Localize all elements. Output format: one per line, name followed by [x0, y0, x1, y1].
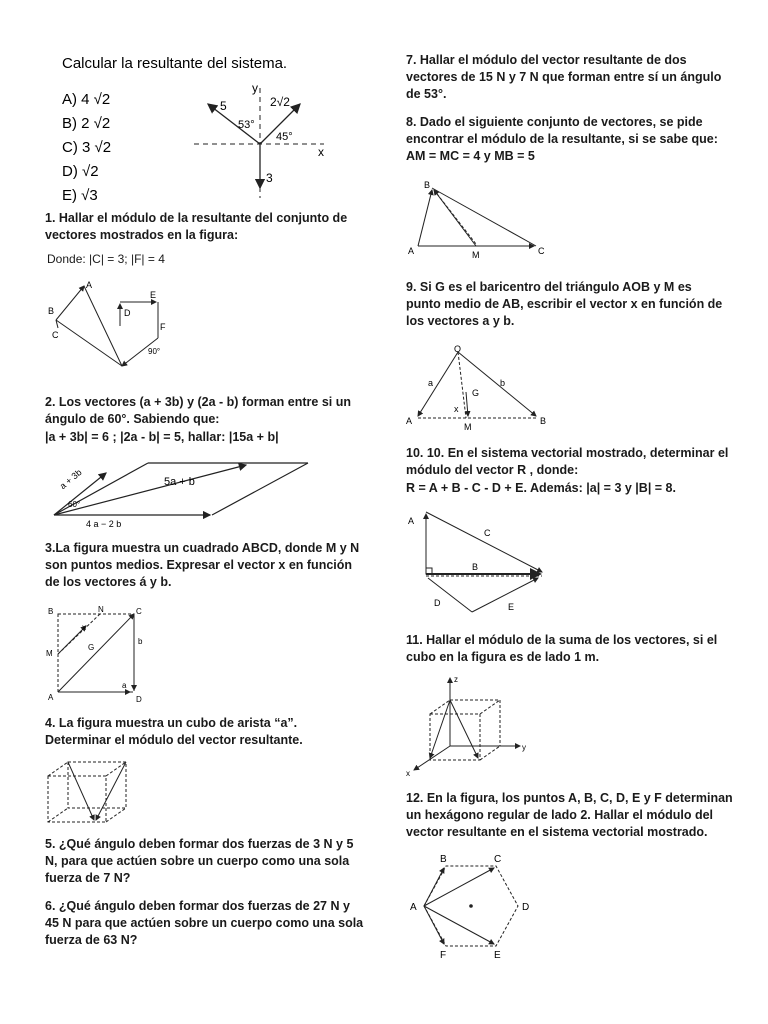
problem-9-figure	[404, 344, 554, 430]
problem-12-text: 12. En la figura, los puntos A, B, C, D, E y F determinan un hexágono regular de lado 2. Hallar el módulo del vector resultante en el sistema vectorial mostrado.	[406, 791, 733, 839]
p11-e3	[480, 746, 500, 760]
p1-seg2	[56, 320, 122, 366]
p3-label-d: D	[136, 695, 142, 704]
p9-label-a-pt: A	[406, 416, 413, 426]
label-2r2: 2√2	[270, 95, 290, 109]
p4-edge3	[48, 808, 68, 822]
problem-4-text: 4. La figura muestra un cubo de arista “a”. Determinar el módulo del vector resultante.	[45, 716, 303, 747]
problem-2-text2: |a + 3b| = 6 ; |2a - b| = 5, hallar: |15a + b|	[45, 430, 279, 444]
label-3: 3	[266, 171, 273, 185]
p1-label-b: B	[48, 306, 55, 316]
p10-label-a: A	[408, 516, 415, 526]
p3-label-b-pt: B	[48, 607, 54, 616]
angle-53: 53°	[238, 119, 255, 131]
p9-label-b: b	[500, 378, 506, 388]
problem-10-figure	[404, 506, 554, 618]
p11-x-axis	[414, 746, 450, 770]
p3-label-c: C	[136, 607, 142, 616]
problem-6-text: 6. ¿Qué ángulo deben formar dos fuerzas de 27 N y 45 N para que actúen sobre un cuerpo como una sola fuerza de 63 N?	[45, 899, 364, 947]
p3-label-b: b	[138, 637, 143, 646]
p4-edge4	[106, 808, 126, 822]
problem-1-text: 1. Hallar el módulo de la resultante del conjunto de vectores mostrados en la figura:	[45, 211, 348, 242]
problem-1-note: Donde: |C| = 3; |F| = 4	[47, 252, 165, 266]
p11-e2	[480, 700, 500, 714]
p8-bc	[432, 188, 536, 246]
problem-9-text: 9. Si G es el baricentro del triángulo AOB y M es punto medio de AB, escribir el vector x en función de los vectores a y b.	[406, 280, 723, 328]
problem-12-figure	[404, 850, 554, 962]
problem-10-text: 10. 10. En el sistema vectorial mostrado, determinar el módulo del vector R , donde:	[406, 446, 729, 477]
p8-label-b: B	[424, 180, 431, 190]
p10-label-b: B	[472, 562, 479, 572]
p1-seg	[84, 286, 122, 366]
p4-vec1	[68, 762, 94, 820]
p3-label-n: N	[98, 605, 104, 614]
problem-5-text: 5. ¿Qué ángulo deben formar dos fuerzas de 3 N y 5 N, para que actúen sobre un cuerpo como una sola fuerza de 7 N?	[45, 837, 354, 885]
p8-dash	[434, 190, 476, 244]
p8-label-a: A	[408, 246, 415, 256]
p9-label-g: G	[472, 388, 480, 398]
p12-label-e: E	[494, 950, 501, 961]
p2-diag	[54, 465, 246, 515]
p10-vec-c	[426, 512, 542, 572]
problem-7-text: 7. Hallar el módulo del vector resultante de dos vectores de 15 N y 7 N que forman entre sí un ángulo de 53°.	[406, 53, 722, 101]
top-problem-svg	[44, 48, 344, 208]
p4-edge2	[106, 762, 126, 776]
p3-label-a-pt: A	[48, 693, 54, 702]
p10-label-d: D	[434, 598, 441, 608]
problem-3-figure	[44, 604, 154, 704]
p10-label-c: C	[484, 528, 491, 538]
p12-label-a: A	[410, 902, 417, 913]
x-label: x	[318, 145, 324, 159]
top-problem-figure	[44, 48, 344, 208]
p11-vec1	[450, 700, 478, 758]
p9-vec-a	[418, 352, 458, 416]
p3-label-g: G	[88, 643, 95, 652]
p9-om	[458, 352, 466, 418]
problem-11-text: 11. Hallar el módulo de la suma de los vectores, si el cubo en la figura es de lado 1 m.	[406, 633, 718, 664]
option-e: E) √3	[62, 187, 98, 204]
p2-label-bottom: 4 a − 2 b	[86, 519, 122, 529]
p9-vec-x	[466, 392, 468, 416]
problem-3-text: 3.La figura muestra un cuadrado ABCD, donde M y N son puntos medios. Expresar el vector x en función de los vectores á y b.	[45, 541, 360, 589]
problem-8-text: 8. Dado el siguiente conjunto de vectores, se pide encontrar el módulo de la resultante, si se sabe que: AM = MC = 4 y MB = 5	[406, 115, 718, 163]
p9-label-m: M	[464, 422, 472, 430]
p3-label-x: x	[82, 623, 86, 632]
p1-label-c: C	[52, 330, 59, 340]
option-c: C) 3 √2	[62, 139, 112, 156]
p12-label-f: F	[440, 950, 447, 961]
p1-label-a: A	[86, 280, 93, 290]
p1-label-e: E	[150, 290, 157, 300]
problem-10-text2: R = A + B - C - D + E. Además: |a| = 3 y |B| = 8.	[406, 481, 676, 495]
p4-vec2	[96, 762, 126, 820]
p9-vec-b	[458, 352, 536, 416]
label-5: 5	[220, 99, 227, 113]
p11-e1	[430, 700, 450, 714]
p11-label-x: x	[406, 769, 410, 778]
p8-label-c: C	[538, 246, 545, 256]
p2-angle: 60°	[68, 500, 81, 509]
problem-2-figure	[44, 455, 314, 530]
p9-label-o: O	[454, 344, 462, 354]
problem-2-text: 2. Los vectores (a + 3b) y (2a - b) forman entre si un ángulo de 60°. Sabiendo que:	[45, 395, 351, 426]
p2-label-a3b: a + 3b	[57, 467, 84, 492]
p3-label-m: M	[46, 649, 53, 658]
p12-label-c: C	[494, 854, 502, 865]
p12-label-d: D	[522, 902, 530, 913]
problem-4-figure	[44, 758, 134, 828]
p2-label-five: 5a + b	[164, 476, 195, 488]
option-b: B) 2 √2	[62, 115, 111, 132]
problem-11-figure	[404, 672, 534, 778]
p12-center	[469, 904, 473, 908]
p12-label-b: B	[440, 854, 447, 865]
p11-label-y: y	[522, 743, 526, 752]
p3-label-a: a	[122, 681, 127, 690]
p11-cube-back	[450, 700, 500, 746]
p10-vec-e	[472, 578, 538, 612]
p1-angle: 90°	[148, 347, 161, 356]
p11-label-z: z	[454, 675, 458, 684]
p9-label-a: a	[428, 378, 434, 388]
p4-edge1	[48, 762, 68, 776]
p4-cube-back	[68, 762, 126, 808]
y-label: y	[252, 81, 258, 95]
p1-label-d: D	[124, 308, 131, 318]
option-a: A) 4 √2	[62, 91, 111, 108]
p11-vec2	[430, 700, 450, 758]
p2-right	[212, 463, 308, 515]
p10-label-e: E	[508, 602, 515, 612]
problem-8-figure	[404, 176, 554, 260]
p9-label-x: x	[454, 404, 459, 414]
p1-label-f: F	[160, 322, 166, 332]
p8-vec-ab	[418, 190, 432, 246]
problem-1-figure	[44, 276, 174, 376]
p8-label-m: M	[472, 250, 480, 260]
p9-label-b-pt: B	[540, 416, 547, 426]
option-d: D) √2	[62, 163, 99, 180]
p1-vec-a	[56, 286, 84, 320]
angle-45: 45°	[276, 131, 293, 143]
top-problem-title: Calcular la resultante del sistema.	[62, 55, 288, 72]
